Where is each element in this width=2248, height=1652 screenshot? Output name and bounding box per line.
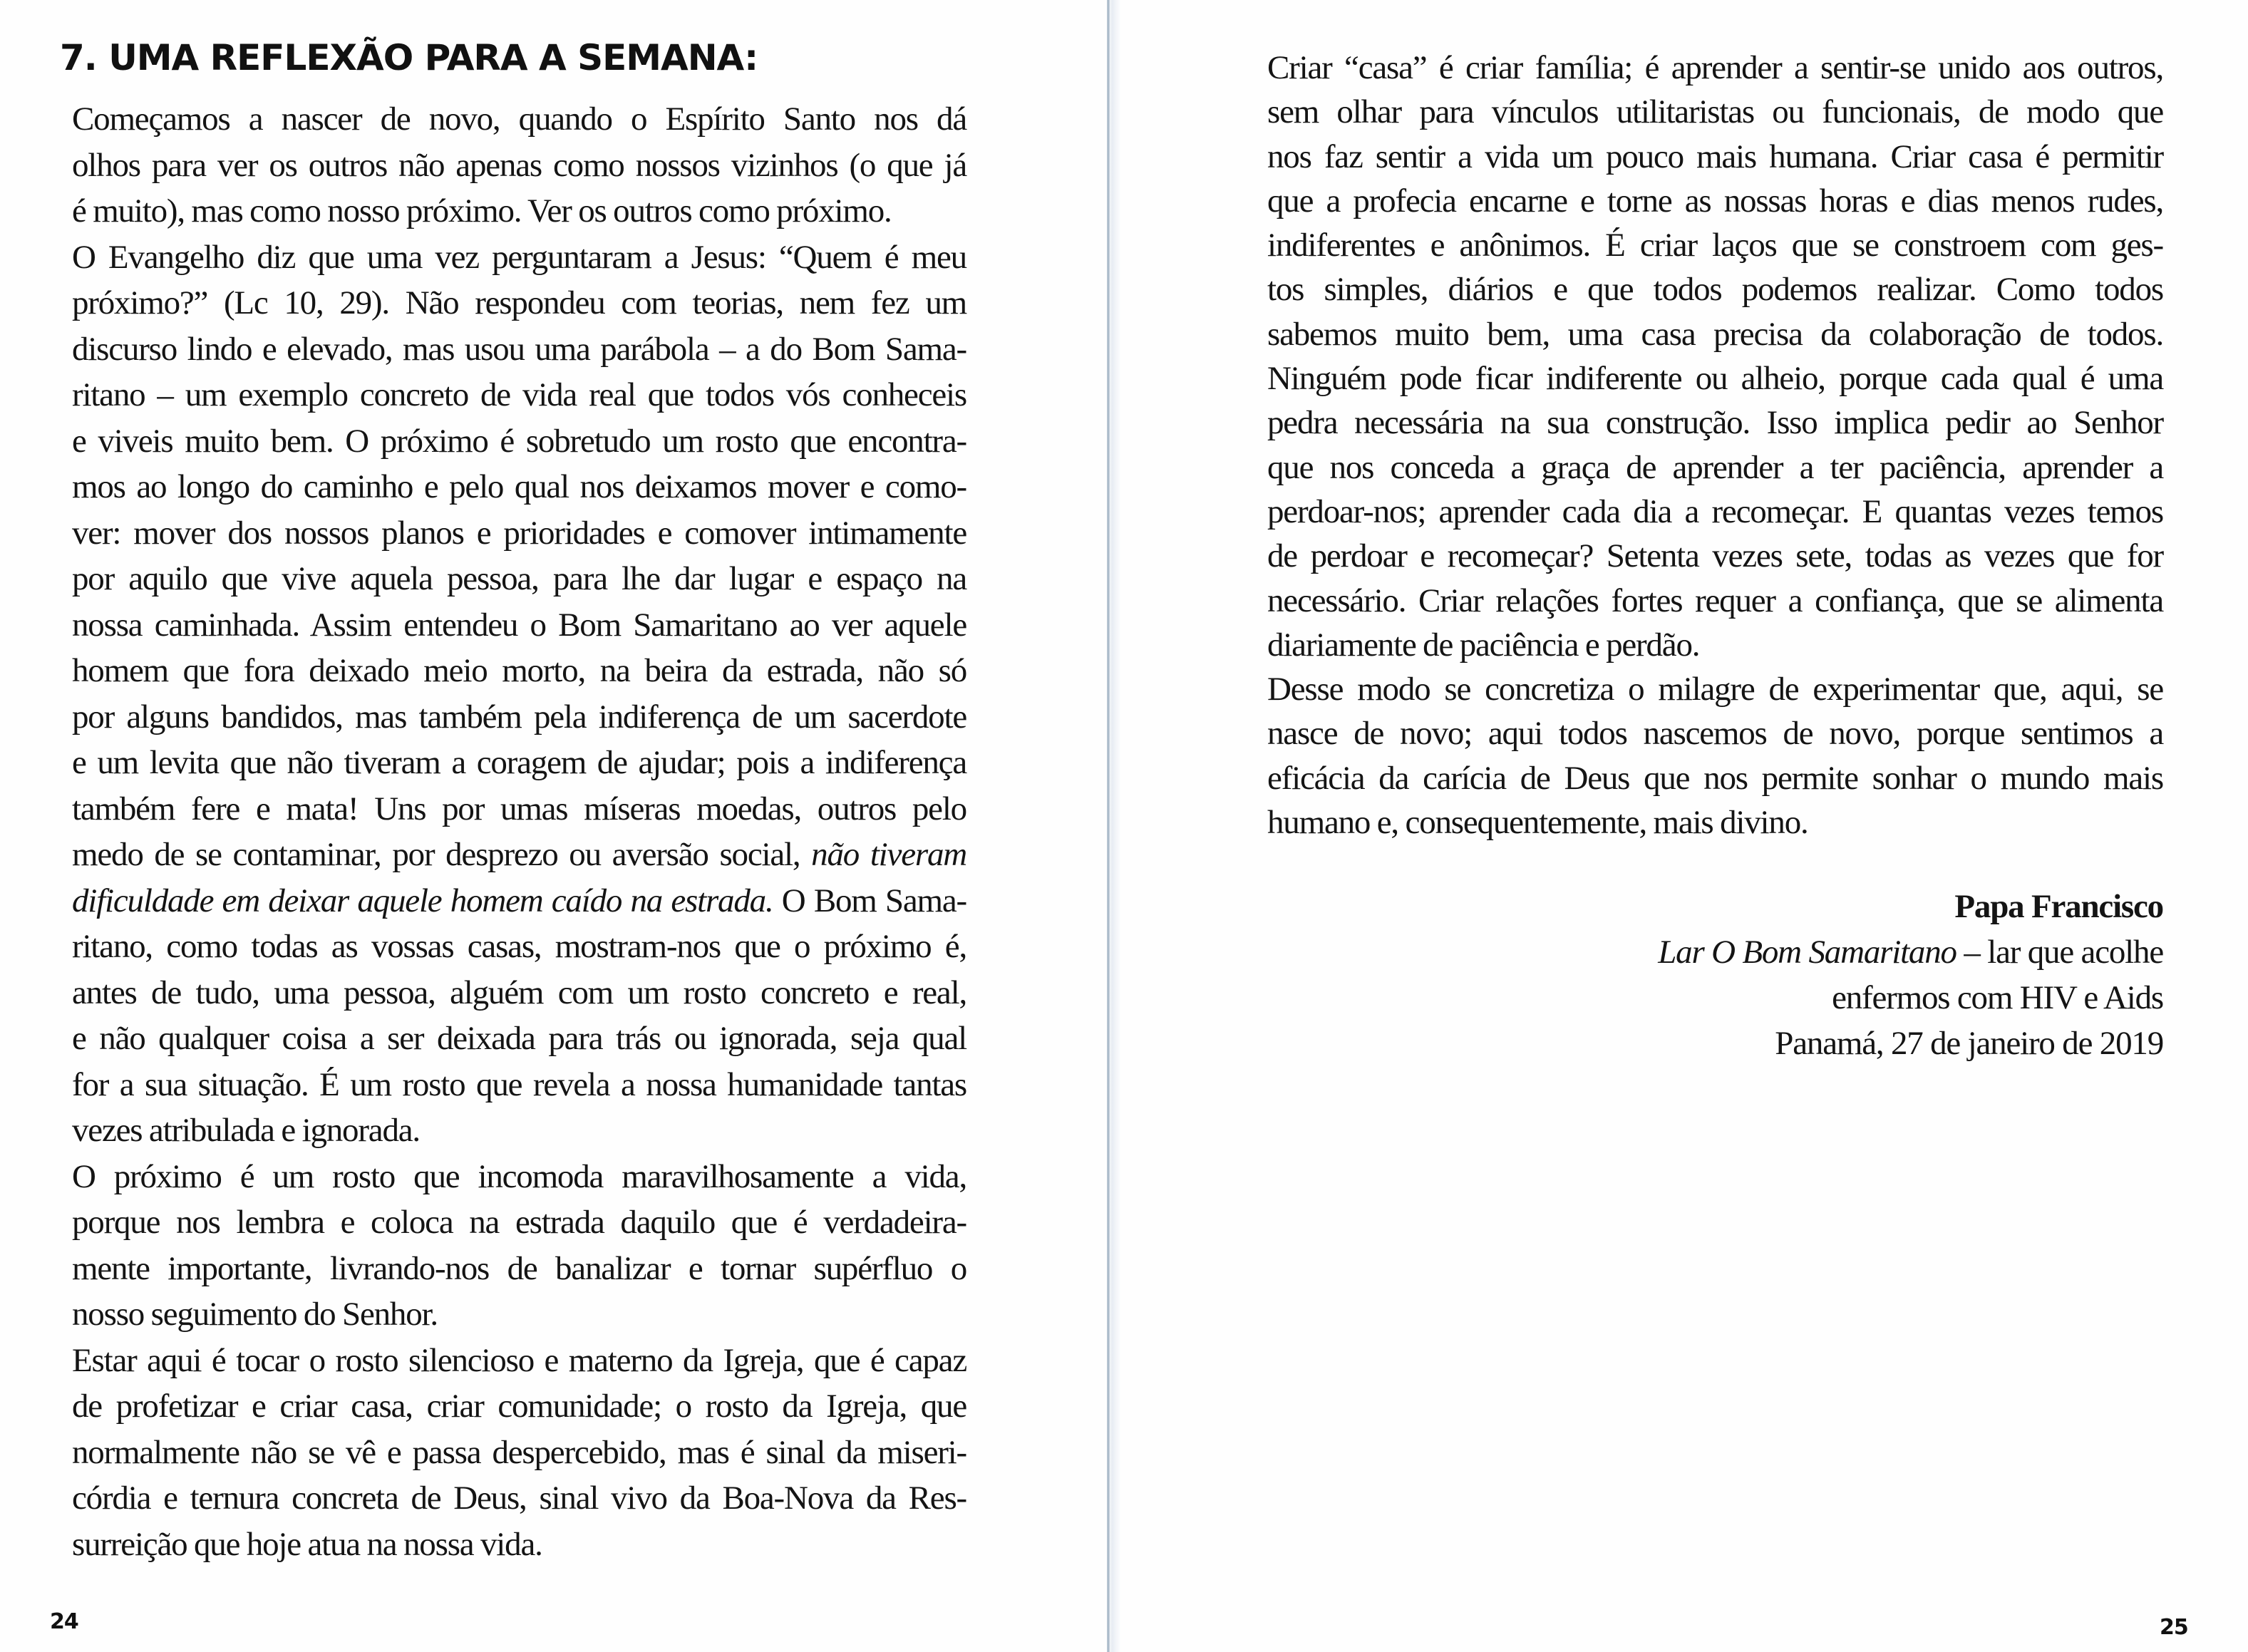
text-line	[72, 1291, 966, 1338]
line-text: e viveis muito bem. O próximo é sobretudo um rosto que encontra-	[72, 422, 966, 460]
text-line	[1267, 534, 2163, 578]
text-line	[72, 372, 966, 418]
text-line	[1267, 312, 2163, 356]
line-text: e um levita que não tiveram a coragem de ajudar; pois a indiferença	[72, 744, 966, 781]
line-text: porque nos lembra e coloca na estrada daquilo que é verdadeira-	[72, 1204, 966, 1241]
text-line	[72, 878, 966, 924]
italic-text: não tiveram	[800, 836, 966, 873]
line-text: nasce de novo; aqui todos nascemos de novo, porque sentimos a	[1267, 715, 2163, 753]
signature-place-line2: enfermos com HIV e Aids	[1832, 979, 2163, 1016]
text-line	[1267, 800, 2163, 845]
section-heading: 7. UMA REFLEXÃO PARA A SEMANA:	[60, 37, 758, 78]
text-line	[72, 786, 966, 832]
text-line	[72, 1522, 966, 1568]
signature-place-title: Lar O Bom Samaritano	[1658, 934, 1956, 971]
line-text: diariamente de paciência e perdão.	[1267, 626, 1700, 664]
text-line	[1267, 490, 2163, 534]
text-line	[1267, 135, 2163, 179]
line-text: córdia e ternura concreta de Deus, sinal vivo da Boa-Nova da Res-	[72, 1480, 966, 1517]
text-line	[72, 1475, 966, 1522]
line-text: Estar aqui é tocar o rosto silencioso e materno da Igreja, que é capaz	[72, 1341, 966, 1379]
line-text: Ninguém pode ficar indiferente ou alheio, porque cada qual é uma	[1267, 360, 2163, 398]
text-line	[72, 1246, 966, 1292]
line-text: Começamos a nascer de novo, quando o Espírito Santo nos dá	[72, 100, 966, 138]
text-line	[1267, 711, 2163, 755]
text-line	[72, 1108, 966, 1154]
line-text: Desse modo se concretiza o milagre de experimentar que, aqui, se	[1267, 671, 2163, 708]
right-page-body-text	[1267, 46, 2163, 845]
text-line	[1267, 579, 2163, 623]
text-line	[72, 1154, 966, 1200]
line-text: nossa caminhada. Assim entendeu o Bom Samaritano ao ver aquele	[72, 606, 966, 644]
text-line	[1267, 445, 2163, 490]
line-text: sabemos muito bem, uma casa precisa da colaboração de todos.	[1267, 315, 2163, 353]
text-line	[1267, 401, 2163, 445]
text-line	[1267, 223, 2163, 267]
line-text: O Bom Sama-	[773, 882, 966, 919]
italic-text: dificuldade em deixar aquele homem caído na estrada.	[72, 882, 773, 919]
left-page-body-text	[72, 96, 966, 1567]
line-text: mente importante, livrando-nos de banalizar e tornar supérfluo o	[72, 1249, 966, 1287]
line-text: homem que fora deixado meio morto, na beira da estrada, não só	[72, 652, 966, 689]
text-line	[1267, 267, 2163, 311]
text-line	[72, 188, 966, 234]
text-line	[72, 464, 966, 510]
line-text: de perdoar e recomeçar? Setenta vezes sete, todas as vezes que for	[1267, 537, 2163, 575]
text-line	[72, 970, 966, 1016]
line-text: também fere e mata! Uns por umas míseras moedas, outros pelo	[72, 790, 966, 827]
text-line	[1267, 46, 2163, 90]
text-line	[72, 1430, 966, 1476]
line-text: olhos para ver os outros não apenas como nossos vizinhos (o que já	[72, 146, 966, 184]
line-text: surreição que hoje atua na nossa vida.	[72, 1525, 542, 1563]
text-line	[72, 1016, 966, 1062]
signature-date: Panamá, 27 de janeiro de 2019	[1775, 1025, 2163, 1062]
line-text: que a profecia encarne e torne as nossas horas e dias menos rudes,	[1267, 182, 2163, 220]
text-line	[72, 556, 966, 602]
line-text: ritano – um exemplo concreto de vida real que todos vós conheceis	[72, 376, 966, 413]
line-text: eficácia da carícia de Deus que nos permite sonhar o mundo mais	[1267, 759, 2163, 797]
line-text: perdoar-nos; aprender cada dia a recomeçar. E quantas vezes temos	[1267, 492, 2163, 530]
text-line	[72, 234, 966, 281]
text-line	[1267, 756, 2163, 800]
text-line	[72, 832, 966, 878]
text-line	[1267, 667, 2163, 711]
spine-shadow	[1111, 0, 1121, 1652]
line-text: normalmente não se vê e passa despercebido, mas é sinal da miseri-	[72, 1433, 966, 1471]
line-text: ritano, como todas as vossas casas, mostram-nos que o próximo é,	[72, 928, 966, 965]
text-line	[1267, 90, 2163, 134]
signature-block	[1267, 884, 2163, 1066]
line-text: por aquilo que vive aquela pessoa, para lhe dar lugar e espaço na	[72, 560, 966, 597]
line-text: pedra necessária na sua construção. Isso implica pedir ao Senhor	[1267, 404, 2163, 442]
text-line	[72, 924, 966, 970]
text-line	[72, 1199, 966, 1246]
signature-place	[1267, 929, 2163, 975]
text-line	[72, 694, 966, 740]
text-line	[72, 418, 966, 465]
text-line	[1267, 356, 2163, 401]
line-text: e não qualquer coisa a ser deixada para trás ou ignorada, seja qual	[72, 1020, 966, 1057]
text-line	[72, 510, 966, 557]
line-text: sem olhar para vínculos utilitaristas ou funcionais, de modo que	[1267, 93, 2163, 131]
text-line	[72, 602, 966, 649]
line-text: for a sua situação. É um rosto que revela a nossa humanidade tantas	[72, 1065, 966, 1103]
line-text: por alguns bandidos, mas também pela indiferença de um sacerdote	[72, 698, 966, 735]
text-line	[1267, 623, 2163, 667]
line-text: é muito), mas como nosso próximo. Ver os outros como próximo.	[72, 192, 892, 229]
text-line	[72, 96, 966, 143]
line-text: necessário. Criar relações fortes requer a confiança, que se alimenta	[1267, 582, 2163, 619]
line-text: que nos conceda a graça de aprender a ter paciência, aprender a	[1267, 448, 2163, 486]
line-text: discurso lindo e elevado, mas usou uma parábola – a do Bom Sama-	[72, 330, 966, 368]
line-text: O Evangelho diz que uma vez perguntaram a Jesus: “Quem é meu	[72, 238, 966, 276]
text-line	[72, 143, 966, 189]
line-text: ver: mover dos nossos planos e prioridades e comover intimamente	[72, 514, 966, 552]
signature-author: Papa Francisco	[1954, 888, 2163, 925]
line-text: antes de tudo, uma pessoa, alguém com um rosto concreto e real,	[72, 974, 966, 1011]
page-number-right: 25	[2160, 1615, 2188, 1640]
line-text: de profetizar e criar casa, criar comunidade; o rosto da Igreja, que	[72, 1388, 966, 1425]
text-line	[1267, 179, 2163, 223]
text-line	[72, 1338, 966, 1384]
text-line	[72, 740, 966, 786]
line-text: nosso seguimento do Senhor.	[72, 1296, 438, 1333]
line-text: medo de se contaminar, por desprezo ou aversão social,	[72, 836, 800, 873]
text-line	[72, 280, 966, 326]
line-text: próximo?” (Lc 10, 29). Não respondeu com teorias, nem fez um	[72, 284, 966, 321]
signature-place-desc: – lar que acolhe	[1956, 934, 2163, 971]
line-text: humano e, consequentemente, mais divino.	[1267, 804, 1808, 842]
line-text: O próximo é um rosto que incomoda maravilhosamente a vida,	[72, 1157, 966, 1195]
text-line	[72, 648, 966, 694]
page-number-left: 24	[50, 1609, 78, 1634]
line-text: tos simples, diários e que todos podemos realizar. Como todos	[1267, 271, 2163, 309]
line-text: Criar “casa” é criar família; é aprender a sentir-se unido aos outros,	[1267, 49, 2163, 86]
line-text: vezes atribulada e ignorada.	[72, 1112, 420, 1149]
line-text: nos faz sentir a vida um pouco mais humana. Criar casa é permitir	[1267, 138, 2163, 175]
line-text: indiferentes e anônimos. É criar laços que se constroem com ges-	[1267, 227, 2163, 264]
text-line	[72, 1062, 966, 1108]
text-line	[72, 1383, 966, 1430]
text-line	[72, 326, 966, 373]
line-text: mos ao longo do caminho e pelo qual nos deixamos mover e como-	[72, 468, 966, 505]
